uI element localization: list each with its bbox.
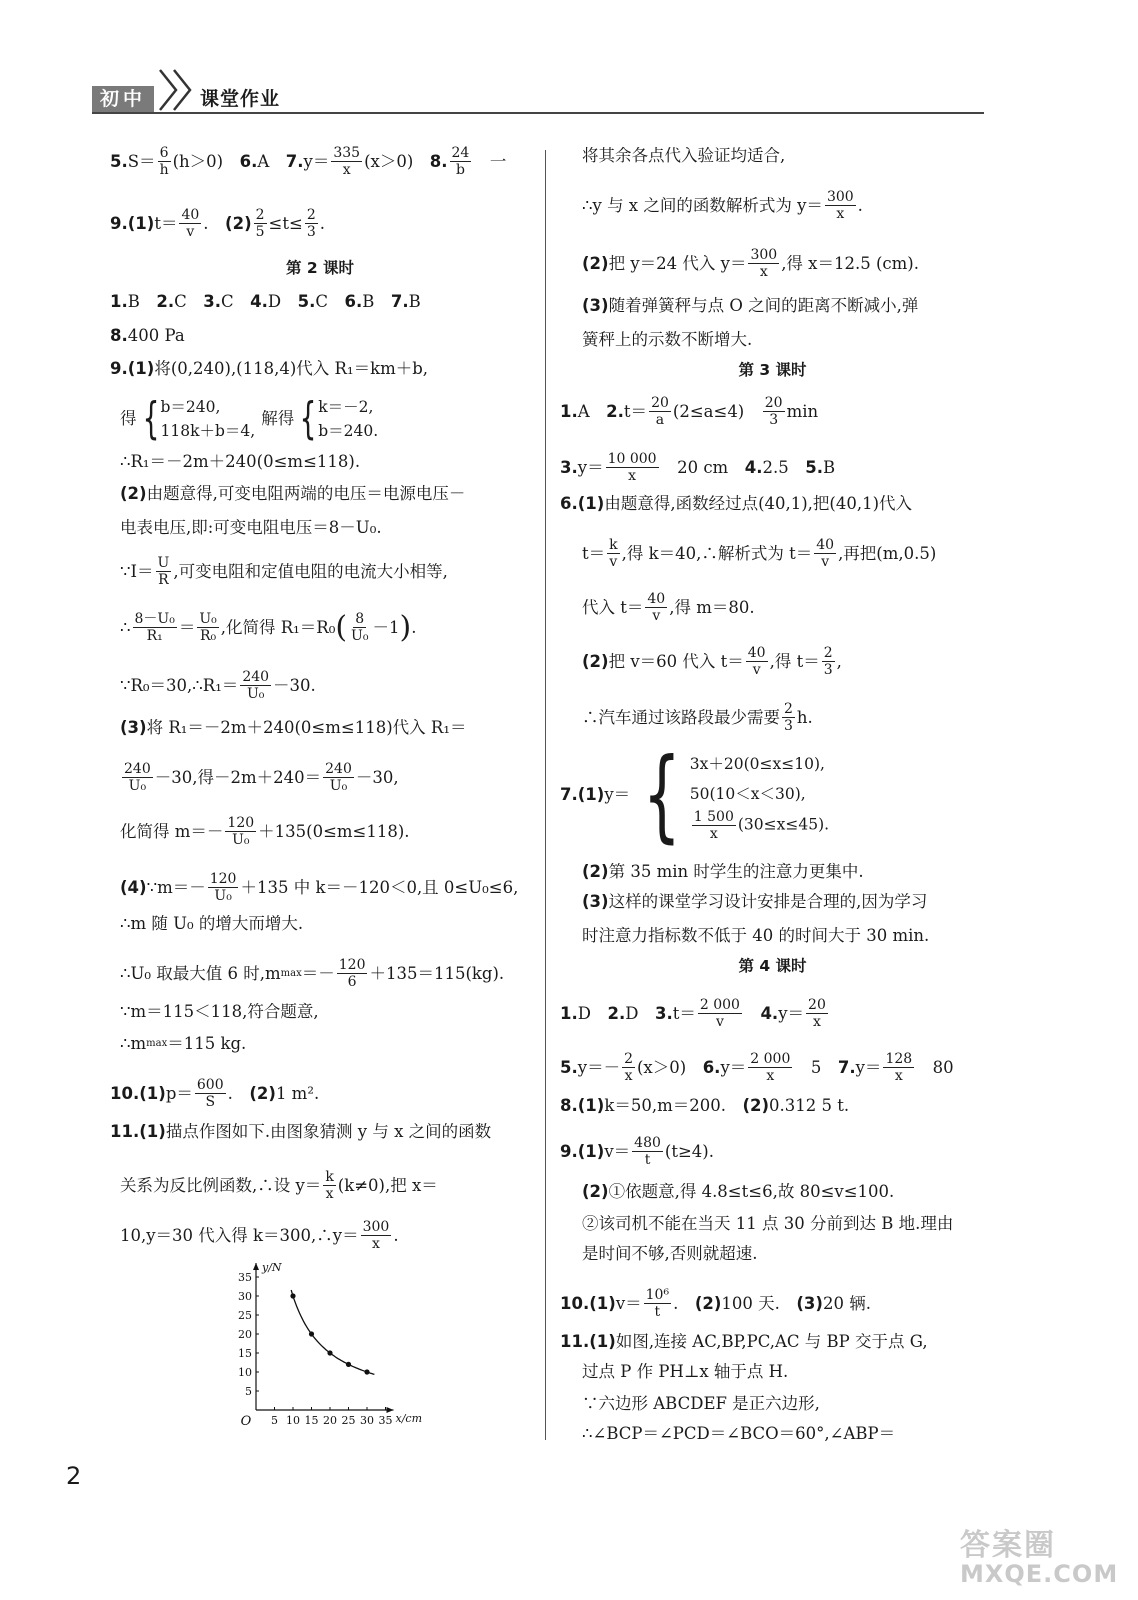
answer-line: 将其余各点代入验证均适合, — [582, 146, 786, 165]
fraction: $\frac{\text{10⁶}}{t}$ — [645, 1287, 670, 1320]
fraction: $\frac{2}{3}$ — [306, 207, 316, 240]
answer-line: 代入 t＝ $\frac{40}{v}$ ,得 m＝80. — [582, 591, 755, 624]
answer-line: (3) 将 R₁＝－2m＋240(0≤m≤118)代入 R₁＝ — [120, 718, 467, 737]
answer-line: 簧秤上的示数不断增大. — [582, 330, 753, 349]
answer-line: 时注意力指标数不低于 40 的时间大于 30 min. — [582, 926, 930, 945]
fraction: $\frac{120}{\text{U₀}}$ — [209, 871, 237, 904]
answer-line: 9. (1) 将(0,240),(118,4)代入 R₁＝km＋b, — [110, 359, 429, 378]
header-rule — [92, 112, 984, 114]
answer-line: 关系为反比例函数,∴设 y＝ $\frac{k}{x}$ (k≠0),把 x＝ — [120, 1169, 438, 1202]
fraction: $\frac{\text{U₀}}{\text{R₀}}$ — [199, 611, 217, 644]
answer-line: 10. (1) p＝ $\frac{600}{S}$ . (2) 1 m². — [110, 1077, 320, 1110]
fraction: $\frac{335}{x}$ — [333, 145, 361, 178]
y-tick-label: 30 — [238, 1290, 252, 1303]
answer-line: 8. 400 Pa — [110, 326, 185, 345]
answer-line: ∴ $\frac{\text{8－U₀}}{\text{R₁}}$ ＝ $\frac{\text{U₀}}{\text{R₀}}$ ,化简得 R₁＝R₀ ( $\frac{8}{\text{U₀}}$ －1 ) . — [120, 609, 417, 645]
answer-line: 1. B 2. C 3. C 4. D 5. C 6. B 7. B — [110, 292, 421, 311]
fraction: $\frac{2}{x}$ — [624, 1051, 633, 1084]
answer-line: 是时间不够,否则就超速. — [582, 1244, 758, 1263]
brace-system: { 3x＋20(0≤x≤10), 50(10＜x＜30), $\frac{1 500}{x}$ (30≤x≤45). — [642, 736, 830, 853]
equation-system: 得 { b＝240, 118k＋b＝4, 解得 { k＝－2, b＝240. — [120, 393, 379, 444]
fraction: $\frac{24}{b}$ — [451, 145, 470, 178]
fraction: $\frac{20}{x}$ — [808, 997, 826, 1030]
y-tick-label: 10 — [238, 1366, 252, 1379]
left-column — [110, 145, 530, 1445]
section-heading: 第 4 课时 — [738, 957, 807, 975]
fraction: $\frac{20}{a}$ — [651, 395, 669, 428]
section-heading: 第 2 课时 — [285, 259, 355, 277]
x-tick-label: 30 — [360, 1414, 374, 1427]
answer-line: 1. A 2. t＝ $\frac{20}{a}$ (2≤a≤4) $\frac{20}{3}$ min — [560, 395, 819, 428]
fraction: $\frac{40}{v}$ — [647, 591, 666, 624]
fraction: $\frac{40}{v}$ — [816, 537, 835, 570]
y-tick-label: 5 — [245, 1385, 252, 1398]
answer-line: ∴R₁＝－2m＋240(0≤m≤118). — [120, 452, 361, 471]
fraction: $\frac{U}{R}$ — [157, 555, 170, 588]
answer-line: 11. (1) 如图,连接 AC,BP,PC,AC 与 BP 交于点 G, — [560, 1332, 928, 1351]
fraction: $\frac{1 500}{x}$ — [693, 808, 734, 842]
answer-line: ∴∠BCP＝∠PCD＝∠BCO＝60°,∠ABP＝ — [582, 1424, 896, 1443]
x-tick-label: 25 — [341, 1414, 356, 1427]
right-column — [560, 145, 985, 1445]
x-tick-label: 10 — [286, 1414, 300, 1427]
answer-line: (2) ①依题意,得 4.8≤t≤6,故 80≤v≤100. — [582, 1182, 895, 1201]
answer-line: ∵六边形 ABCDEF 是正六边形, — [582, 1394, 820, 1413]
answer-line: (3) 随着弹簧秤与点 O 之间的距离不断减小,弹 — [582, 296, 919, 315]
watermark-text: 答案圈 — [960, 1528, 1056, 1563]
answer-line: ∴U₀ 取最大值 6 时,m max ＝－ $\frac{120}{6}$ ＋135＝115(kg). — [120, 957, 505, 990]
y-tick-label: 35 — [238, 1271, 252, 1284]
answer-line: 9. (1) t＝ $\frac{40}{v}$ . (2) $\frac{2}{5}$ ≤t≤ $\frac{2}{3}$ . — [110, 207, 325, 240]
fraction: $\frac{20}{3}$ — [764, 395, 783, 428]
y-tick-label: 25 — [238, 1309, 252, 1322]
x-axis-arrow — [387, 1407, 394, 1413]
answer-line: 10. (1) v＝ $\frac{\text{10⁶}}{t}$ . (2) 100 天. (3) 20 辆. — [560, 1287, 871, 1320]
x-tick-label: 20 — [323, 1414, 337, 1427]
data-point — [364, 1369, 369, 1374]
section-heading: 第 3 课时 — [738, 361, 807, 379]
fraction: $\frac{6}{h}$ — [159, 145, 169, 178]
x-axis-label: x/cm — [395, 1412, 422, 1425]
answer-line: (2) 由题意得,可变电阻两端的电压＝电源电压－ — [120, 484, 466, 503]
header-grade-box: 初中 — [92, 86, 154, 113]
answer-line: 3. y＝ $\frac{10 000}{x}$ 20 cm 4. 2.5 5. B — [560, 451, 836, 484]
fraction: $\frac{10 000}{x}$ — [607, 451, 657, 484]
answer-line: (2) 第 35 min 时学生的注意力更集中. — [582, 862, 864, 881]
answer-line: ∴y 与 x 之间的函数解析式为 y＝ $\frac{300}{x}$ . — [582, 189, 863, 222]
fraction: $\frac{\text{8－U₀}}{\text{R₁}}$ — [134, 611, 175, 644]
fraction: $\frac{120}{\text{U₀}}$ — [227, 815, 255, 848]
inverse-proportion-graph — [222, 1252, 422, 1437]
fraction: $\frac{2 000}{v}$ — [699, 997, 740, 1030]
x-tick-label: 35 — [378, 1414, 393, 1427]
answer-line: 8. (1) k＝50,m＝200. (2) 0.312 5 t. — [560, 1096, 850, 1115]
answer-line: 过点 P 作 PH⊥x 轴于点 H. — [582, 1362, 789, 1381]
data-point — [309, 1331, 314, 1336]
brace-system: { k＝－2, b＝240. — [299, 393, 379, 444]
fraction: $\frac{240}{\text{U₀}}$ — [325, 761, 352, 794]
answer-line: ∵m＝115＜118,符合题意, — [120, 1002, 319, 1021]
answer-line: (2) 把 y＝24 代入 y＝ $\frac{300}{x}$ ,得 x＝12.5 (cm). — [582, 247, 919, 280]
fraction: $\frac{k}{x}$ — [325, 1169, 334, 1202]
y-tick-label: 15 — [238, 1347, 252, 1360]
answer-line: ∴m max ＝115 kg. — [120, 1034, 247, 1053]
answer-line: 化简得 m＝－ $\frac{120}{\text{U₀}}$ ＋135(0≤m≤118). — [120, 815, 410, 848]
answer-line: $\frac{240}{\text{U₀}}$ －30,得－2m＋240＝ $\frac{240}{\text{U₀}}$ －30, — [124, 761, 399, 794]
fraction: $\frac{240}{\text{U₀}}$ — [124, 761, 151, 794]
fraction: $\frac{k}{v}$ — [609, 537, 618, 570]
piecewise-function: 7. (1) y＝ { 3x＋20(0≤x≤10), 50(10＜x＜30), $\frac{1 500}{x}$ (30≤x≤45). — [560, 736, 830, 853]
answer-line: 5. y＝－ $\frac{2}{x}$ (x＞0) 6. y＝ $\frac{2 000}{x}$ 5 7. y＝ $\frac{128}{x}$ 80 — [560, 1051, 954, 1084]
data-point — [327, 1350, 332, 1355]
header-title: 课堂作业 — [200, 88, 281, 110]
answer-line: ∵I＝ $\frac{U}{R}$ ,可变电阻和定值电阻的电流大小相等, — [120, 555, 448, 588]
fraction: $\frac{240}{\text{U₀}}$ — [242, 669, 270, 702]
page-header — [92, 64, 984, 114]
x-tick-label: 5 — [271, 1414, 278, 1427]
y-axis-arrow — [253, 1263, 259, 1270]
watermark-url: MXQE.COM — [960, 1560, 1119, 1588]
fraction: $\frac{40}{v}$ — [747, 645, 766, 678]
watermark-logo — [960, 1520, 1118, 1588]
fraction: $\frac{120}{6}$ — [338, 957, 366, 990]
curve-y-300-over-x — [291, 1290, 374, 1374]
fraction: $\frac{128}{x}$ — [885, 1051, 913, 1084]
fraction: $\frac{300}{x}$ — [750, 247, 778, 280]
answer-line: ∴汽车通过该路段最少需要 $\frac{2}{3}$ h. — [582, 701, 813, 734]
answer-line: (4) ∵m＝－ $\frac{120}{\text{U₀}}$ ＋135 中 k＝－120＜0,且 0≤U₀≤6, — [120, 871, 519, 904]
answer-line: (3) 这样的课堂学习设计安排是合理的,因为学习 — [582, 892, 928, 911]
brace-system: { b＝240, 118k＋b＝4, — [142, 393, 256, 444]
answer-line: 10,y＝30 代入得 k＝300,∴y＝ $\frac{300}{x}$ . — [120, 1219, 399, 1252]
fraction: $\frac{300}{x}$ — [826, 189, 854, 222]
fraction: $\frac{2}{3}$ — [823, 645, 833, 678]
fraction: $\frac{8}{\text{U₀}}$ — [351, 611, 369, 644]
fraction: $\frac{480}{t}$ — [634, 1135, 661, 1168]
answer-line: ∵R₀＝30,∴R₁＝ $\frac{240}{\text{U₀}}$ －30. — [120, 669, 316, 702]
answer-line: 6. (1) 由题意得,函数经过点(40,1),把(40,1)代入 — [560, 494, 913, 513]
y-axis-label: y/N — [262, 1261, 282, 1274]
fraction: $\frac{300}{x}$ — [362, 1219, 390, 1252]
fraction: $\frac{2}{3}$ — [784, 701, 793, 734]
data-point — [346, 1362, 351, 1367]
answer-line: 5. S＝ $\frac{6}{h}$ (h＞0) 6. A 7. y＝ $\frac{335}{x}$ (x＞0) 8. $\frac{24}{b}$ 一 — [110, 145, 507, 178]
answer-line: ②该司机不能在当天 11 点 30 分前到达 B 地.理由 — [582, 1214, 954, 1233]
answer-line: (2) 把 v＝60 代入 t＝ $\frac{40}{v}$ ,得 t＝ $\frac{2}{3}$ , — [582, 645, 842, 678]
y-tick-label: 20 — [238, 1328, 252, 1341]
answer-line: 1. D 2. D 3. t＝ $\frac{2 000}{v}$ 4. y＝ $\frac{20}{x}$ — [560, 997, 826, 1030]
answer-line: 电表电压,即:可变电阻电压＝8－U₀. — [120, 518, 382, 537]
origin-label: O — [240, 1414, 252, 1429]
column-divider — [545, 150, 546, 1440]
answer-line: t＝ $\frac{k}{v}$ ,得 k＝40,∴解析式为 t＝ $\frac{40}{v}$ ,再把(m,0.5) — [582, 537, 937, 570]
x-tick-label: 15 — [304, 1414, 319, 1427]
fraction: $\frac{40}{v}$ — [181, 207, 200, 240]
fraction: $\frac{2}{5}$ — [255, 207, 265, 240]
answer-line: 9. (1) v＝ $\frac{480}{t}$ (t≥4). — [560, 1135, 714, 1168]
double-chevron-icon — [156, 64, 200, 112]
fraction: $\frac{600}{S}$ — [196, 1077, 224, 1110]
fraction: $\frac{2 000}{x}$ — [750, 1051, 791, 1084]
data-point — [290, 1293, 295, 1298]
page-number: 2 — [66, 1462, 82, 1490]
answer-line: ∴m 随 U₀ 的增大而增大. — [120, 914, 304, 933]
answer-line: 11. (1) 描点作图如下.由图象猜测 y 与 x 之间的函数 — [110, 1122, 492, 1141]
